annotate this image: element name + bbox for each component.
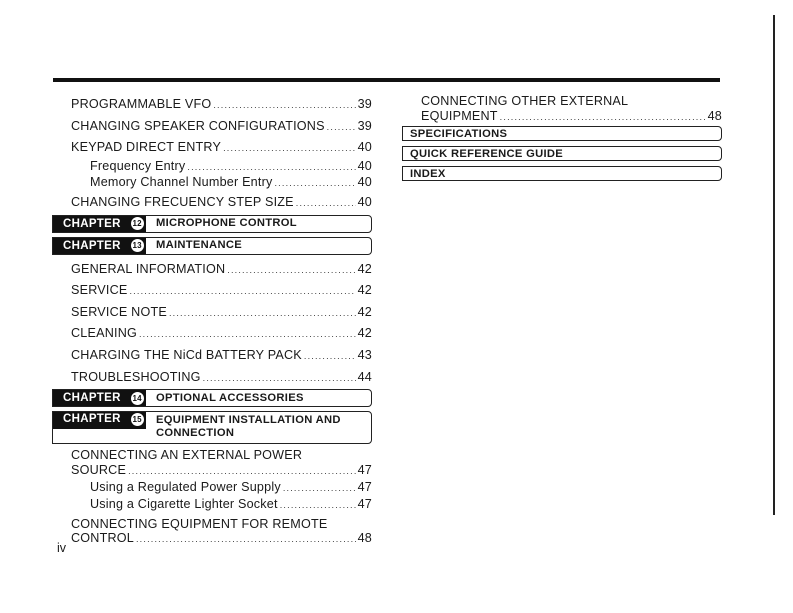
page-number: iv bbox=[57, 541, 67, 555]
chapter-label: CHAPTER 13 bbox=[53, 238, 146, 254]
chapter-title: MAINTENANCE bbox=[156, 239, 242, 252]
chapter-label: CHAPTER 14 bbox=[53, 390, 146, 406]
chapter-number-badge: 15 bbox=[132, 415, 142, 425]
chapter-14-heading[interactable] bbox=[52, 389, 372, 407]
chapter-title: MICROPHONE CONTROL bbox=[156, 217, 297, 230]
toc-entry[interactable]: SERVICE NOTE ..... 42 bbox=[52, 302, 372, 324]
toc-subentry[interactable]: Memory Channel Number Entry ..... 40 bbox=[52, 175, 372, 192]
section-index[interactable]: INDEX bbox=[402, 166, 722, 181]
toc-entry[interactable]: TROUBLESHOOTING ..... 44 bbox=[52, 367, 372, 389]
chapter-13-heading[interactable] bbox=[52, 237, 372, 255]
toc-entry-multiline[interactable]: CONNECTING AN EXTERNAL POWER SOURCE ..... 47 bbox=[52, 448, 372, 478]
section-specifications[interactable]: SPECIFICATIONS bbox=[402, 126, 722, 141]
toc-entry[interactable]: SERVICE ..... 42 bbox=[52, 280, 372, 302]
chapter-label: CHAPTER 12 bbox=[53, 216, 146, 232]
toc-entry[interactable]: CHANGING FRECUENCY STEP SIZE ..... 40 bbox=[52, 192, 372, 214]
toc-entry-multiline[interactable]: CONNECTING EQUIPMENT FOR REMOTE CONTROL ..... 48 bbox=[52, 517, 372, 547]
chapter-15-heading[interactable] bbox=[52, 411, 372, 444]
toc-entry-multiline[interactable]: CONNECTING OTHER EXTERNAL EQUIPMENT ..... 48 bbox=[402, 94, 722, 124]
toc-entry[interactable]: KEYPAD DIRECT ENTRY ..... 40 bbox=[52, 137, 372, 159]
chapter-number-badge: 13 bbox=[132, 241, 142, 251]
chapter-12-heading[interactable] bbox=[52, 215, 372, 233]
chapter-number-badge: 12 bbox=[132, 219, 142, 229]
toc-entry[interactable]: GENERAL INFORMATION ..... 42 bbox=[52, 259, 372, 281]
toc-subentry[interactable]: Frequency Entry ..... 40 bbox=[52, 159, 372, 176]
chapter-number-badge: 14 bbox=[132, 393, 142, 403]
chapter-title: OPTIONAL ACCESSORIES bbox=[156, 391, 304, 404]
page-right-edge bbox=[773, 15, 775, 515]
chapter-label: CHAPTER 15 bbox=[53, 412, 146, 429]
toc-entry[interactable]: CHANGING SPEAKER CONFIGURATIONS ..... 39 bbox=[52, 116, 372, 138]
section-quick-reference-guide[interactable]: QUICK REFERENCE GUIDE bbox=[402, 146, 722, 161]
toc-entry[interactable]: CLEANING ..... 42 bbox=[52, 323, 372, 345]
header-rule bbox=[53, 78, 720, 82]
chapter-title: EQUIPMENT INSTALLATION AND CONNECTION bbox=[156, 414, 341, 440]
toc-right-column bbox=[402, 94, 722, 186]
toc-entry[interactable]: PROGRAMMABLE VFO ..... 39 bbox=[52, 94, 372, 116]
toc-subentry[interactable]: Using a Regulated Power Supply ..... 47 bbox=[52, 480, 372, 497]
toc-left-column bbox=[52, 94, 372, 549]
toc-subentry[interactable]: Using a Cigarette Lighter Socket ..... 47 bbox=[52, 497, 372, 514]
toc-entry[interactable]: CHARGING THE NiCd BATTERY PACK ..... 43 bbox=[52, 345, 372, 367]
